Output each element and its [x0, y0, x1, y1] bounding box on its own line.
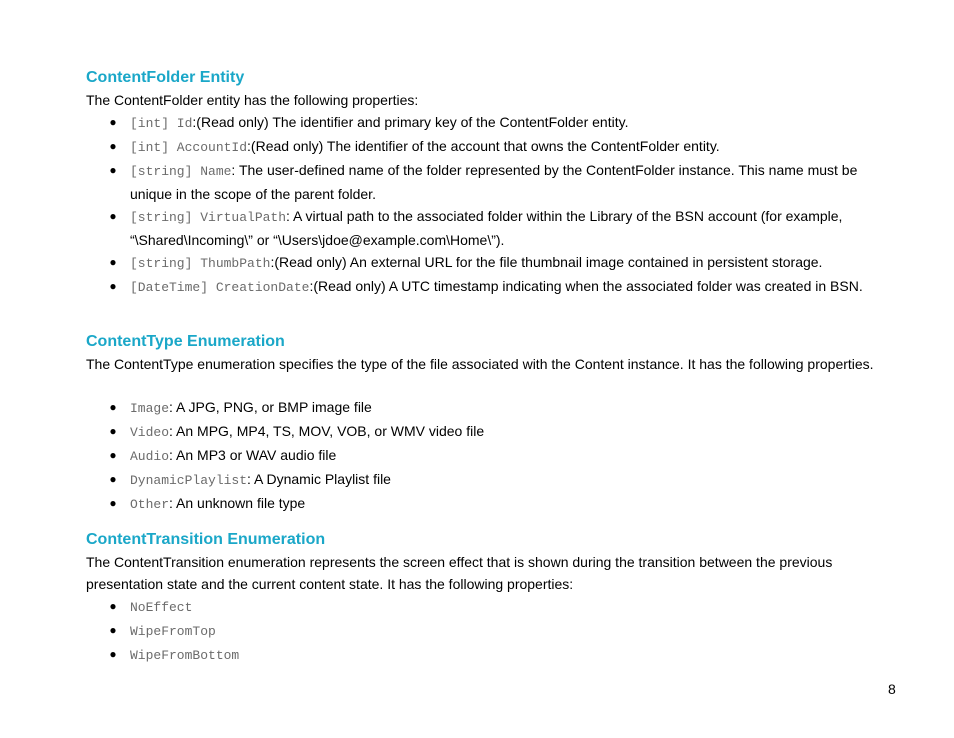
property-list-contenttype: [86, 396, 876, 516]
property-code: DynamicPlaylist: [130, 473, 248, 488]
list-item: [86, 643, 876, 667]
property-code: [string] ThumbPath: [130, 256, 271, 271]
property-description: :(Read only) The identifier and primary key of the ContentFolder entity.: [192, 114, 629, 130]
bullet-icon: ●: [109, 472, 117, 486]
property-code: Other: [130, 497, 170, 512]
section-heading-contentfolder: ContentFolder Entity: [86, 69, 245, 86]
list-item: [86, 135, 876, 159]
section-intro-contenttype: The ContentType enumeration specifies the type of the file associated with the Content instance. It has the following properties.: [86, 356, 874, 372]
property-description: : A Dynamic Playlist file: [247, 471, 391, 487]
bullet-icon: ●: [109, 209, 117, 223]
property-code: NoEffect: [130, 600, 193, 615]
list-item: [86, 205, 876, 251]
property-description: : An MP3 or WAV audio file: [169, 447, 337, 463]
property-code: Image: [130, 401, 170, 416]
property-description: : A JPG, PNG, or BMP image file: [169, 399, 372, 415]
property-code: [string] VirtualPath: [130, 210, 287, 225]
list-item: [86, 619, 876, 643]
property-description: :(Read only) A UTC timestamp indicating when the associated folder was created in BSN.: [309, 278, 863, 294]
property-description: :(Read only) The identifier of the account that owns the ContentFolder entity.: [247, 138, 720, 154]
bullet-icon: ●: [109, 139, 117, 153]
bullet-icon: ●: [109, 424, 117, 438]
property-code: Audio: [130, 449, 170, 464]
bullet-icon: ●: [109, 647, 117, 661]
property-description: : A virtual path to the associated folder within the Library of the BSN account (for example, “\Shared\Incoming\” or “\Users\jdoe@example.com\Home\”).: [130, 208, 843, 248]
list-item: [86, 468, 876, 492]
bullet-icon: ●: [109, 279, 117, 293]
property-list-contentfolder: [86, 111, 876, 299]
property-code: [string] Name: [130, 164, 232, 179]
section-heading-contenttransition: ContentTransition Enumeration: [86, 531, 326, 548]
property-code: [DateTime] CreationDate: [130, 280, 310, 295]
list-item: [86, 595, 876, 619]
list-item: [86, 444, 876, 468]
bullet-icon: ●: [109, 599, 117, 613]
bullet-icon: ●: [109, 448, 117, 462]
bullet-icon: ●: [109, 496, 117, 510]
property-code: Video: [130, 425, 170, 440]
list-item: [86, 396, 876, 420]
bullet-icon: ●: [109, 623, 117, 637]
list-item: [86, 111, 876, 135]
property-description: :(Read only) An external URL for the file thumbnail image contained in persistent storage.: [270, 254, 823, 270]
property-description: : An unknown file type: [169, 495, 306, 511]
bullet-icon: ●: [109, 115, 117, 129]
property-description: : The user-defined name of the folder represented by the ContentFolder instance. This name must be unique in the scope of the parent folder.: [130, 162, 858, 202]
list-item: [86, 159, 876, 205]
list-item: [86, 492, 876, 516]
section-intro-contenttransition: The ContentTransition enumeration represents the screen effect that is shown during the transition between the previous presentation state and the current content state. It has the following properties:: [86, 554, 833, 592]
property-list-contenttransition: [86, 595, 876, 667]
bullet-icon: ●: [109, 163, 117, 177]
section-heading-contenttype: ContentType Enumeration: [86, 333, 285, 350]
list-item: [86, 251, 876, 275]
property-code: [int] AccountId: [130, 140, 248, 155]
property-code: WipeFromBottom: [130, 648, 240, 663]
property-code: [int] Id: [130, 116, 193, 131]
property-code: WipeFromTop: [130, 624, 216, 639]
page-number: 8: [888, 681, 896, 697]
list-item: [86, 420, 876, 444]
bullet-icon: ●: [109, 255, 117, 269]
bullet-icon: ●: [109, 400, 117, 414]
property-description: : An MPG, MP4, TS, MOV, VOB, or WMV video file: [169, 423, 485, 439]
list-item: [86, 275, 876, 299]
section-intro-contentfolder: The ContentFolder entity has the following properties:: [86, 92, 419, 108]
